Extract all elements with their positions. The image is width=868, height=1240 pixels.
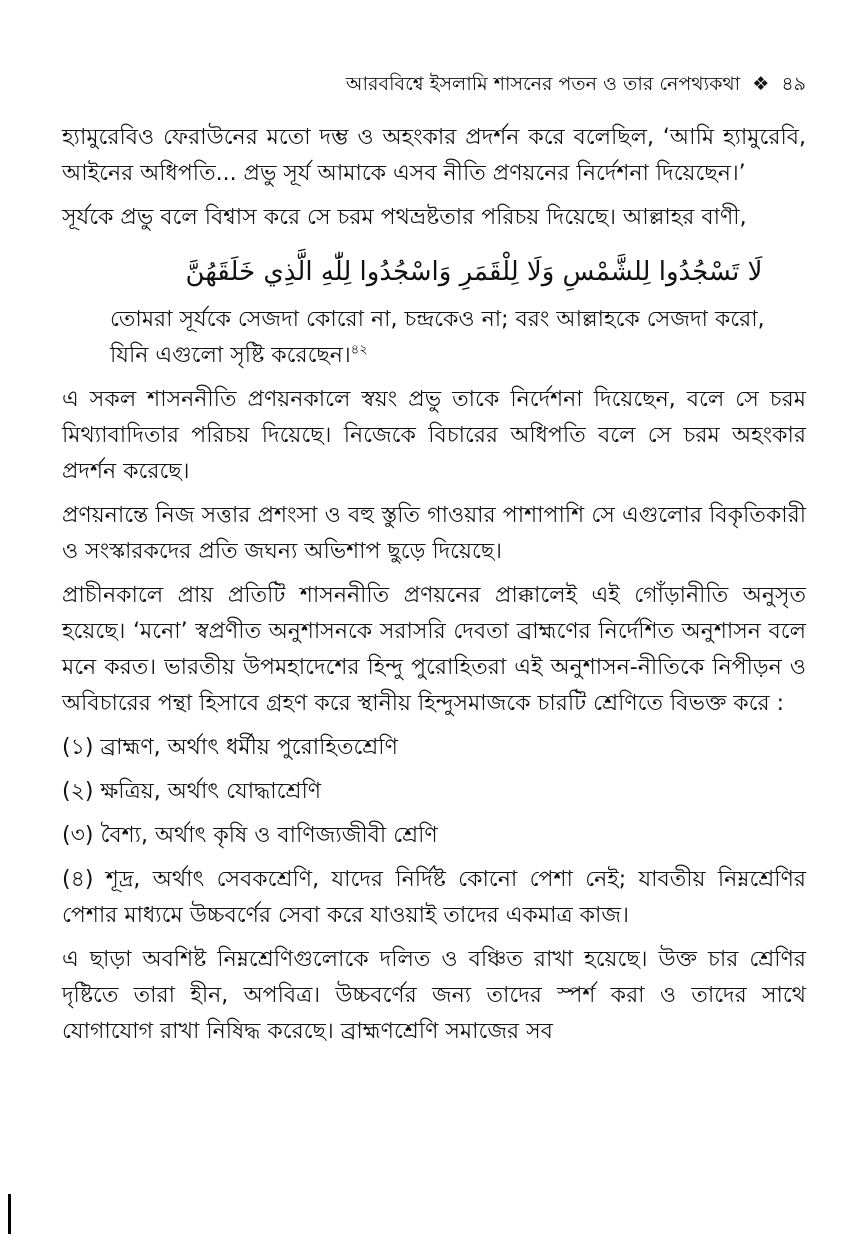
page-number: ৪৯ [781, 73, 806, 95]
caste-item-kshatriya: (২) ক্ষত্রিয়, অর্থাৎ যোদ্ধাশ্রেণি [62, 779, 322, 804]
footnote-marker: ৪২ [350, 342, 368, 358]
caste-item-vaishya: (৩) বৈশ্য, অর্থাৎ কৃষি ও বাণিজ্যজীবী শ্রেণি [62, 823, 438, 848]
paragraph-dalit: এ ছাড়া অবশিষ্ট নিম্নশ্রেণিগুলোকে দলিত ও বঞ্চিত রাখা হয়েছে। উক্ত চার শ্রেণির দৃষ্টিতে তারা হীন, অপবিত্র। উচ্চবর্ণের জন্য তাদের স্পর্শ করা ও তাদের সাথে যোগাযোগ রাখা নিষিদ্ধ করেছে। ব্রাহ্মণশ্রেণি সমাজের সব [62, 947, 806, 1044]
page-body [62, 120, 806, 1058]
quran-verse-arabic: لَا تَسْجُدُوا لِلشَّمْسِ وَلَا لِلْقَمَرِ وَاسْجُدُوا لِلّٰهِ الَّذِي خَلَقَهُنَّ [185, 257, 763, 287]
paragraph-hammurabi-quote: হ্যামুরেবিও ফেরাউনের মতো দম্ভ ও অহংকার প্রদর্শন করে বলেছিল, ‘আমি হ্যামুরেবি, আইনের অধিপতি... প্রভু সূর্য আমাকে এসব নীতি প্রণয়নের নির্দেশনা দিয়েছেন।’ [62, 125, 806, 186]
running-header [346, 72, 806, 96]
verse-translation [110, 302, 766, 374]
binding-edge-mark [8, 1194, 11, 1234]
paragraph-self-praise: প্রণয়নান্তে নিজ সত্তার প্রশংসা ও বহু স্তুতি গাওয়ার পাশাপাশি সে এগুলোর বিকৃতিকারী ও সংস্কারকদের প্রতি জঘন্য অভিশাপ ছুড়ে দিয়েছে। [62, 503, 806, 564]
caste-item-shudra: (৪) শূদ্র, অর্থাৎ সেবকশ্রেণি, যাদের নির্দিষ্ট কোনো পেশা নেই; যাবতীয় নিম্নশ্রেণির পেশার মাধ্যমে উচ্চবর্ণের সেবা করে যাওয়াই তাদের একমাত্র কাজ। [62, 867, 806, 928]
caste-list [62, 730, 806, 934]
paragraph-sun-worship: সূর্যকে প্রভু বলে বিশ্বাস করে সে চরম পথভ্রষ্টতার পরিচয় দিয়েছে। আল্লাহর বাণী, [62, 205, 747, 230]
paragraph-false-claim: এ সকল শাসননীতি প্রণয়নকালে স্বয়ং প্রভু তাকে নির্দেশনা দিয়েছেন, বলে সে চরম মিথ্যাবাদিতার পরিচয় দিয়েছে। নিজেকে বিচারের অধিপতি বলে সে চরম অহংকার প্রদর্শন করেছে। [62, 387, 806, 484]
running-title: আরববিশ্বে ইসলামি শাসনের পতন ও তার নেপথ্যকথা [345, 73, 741, 95]
caste-item-brahmin: (১) ব্রাহ্মণ, অর্থাৎ ধর্মীয় পুরোহিতশ্রেণি [62, 735, 398, 760]
verse-translation-text: তোমরা সূর্যকে সেজদা কোরো না, চন্দ্রকেও না; বরং আল্লাহকে সেজদা করো, যিনি এগুলো সৃষ্টি করেছেন। [110, 307, 765, 368]
paragraph-manu-code: প্রাচীনকালে প্রায় প্রতিটি শাসননীতি প্রণয়নের প্রাক্কালেই এই গোঁড়ানীতি অনুসৃত হয়েছে। ‘মনো’ স্বপ্রণীত অনুশাসনকে সরাসরি দেবতা ব্রাহ্মণের নির্দেশিত অনুশাসন বলে মনে করত। ভারতীয় উপমহাদেশের হিন্দু পুরোহিতরা এই অনুশাসন-নীতিকে নিপীড়ন ও অবিচারের পন্থা হিসাবে গ্রহণ করে স্থানীয় হিন্দুসমাজকে চারটি শ্রেণিতে বিভক্ত করে : [62, 583, 806, 716]
ornament-separator: ❖ [752, 73, 770, 95]
